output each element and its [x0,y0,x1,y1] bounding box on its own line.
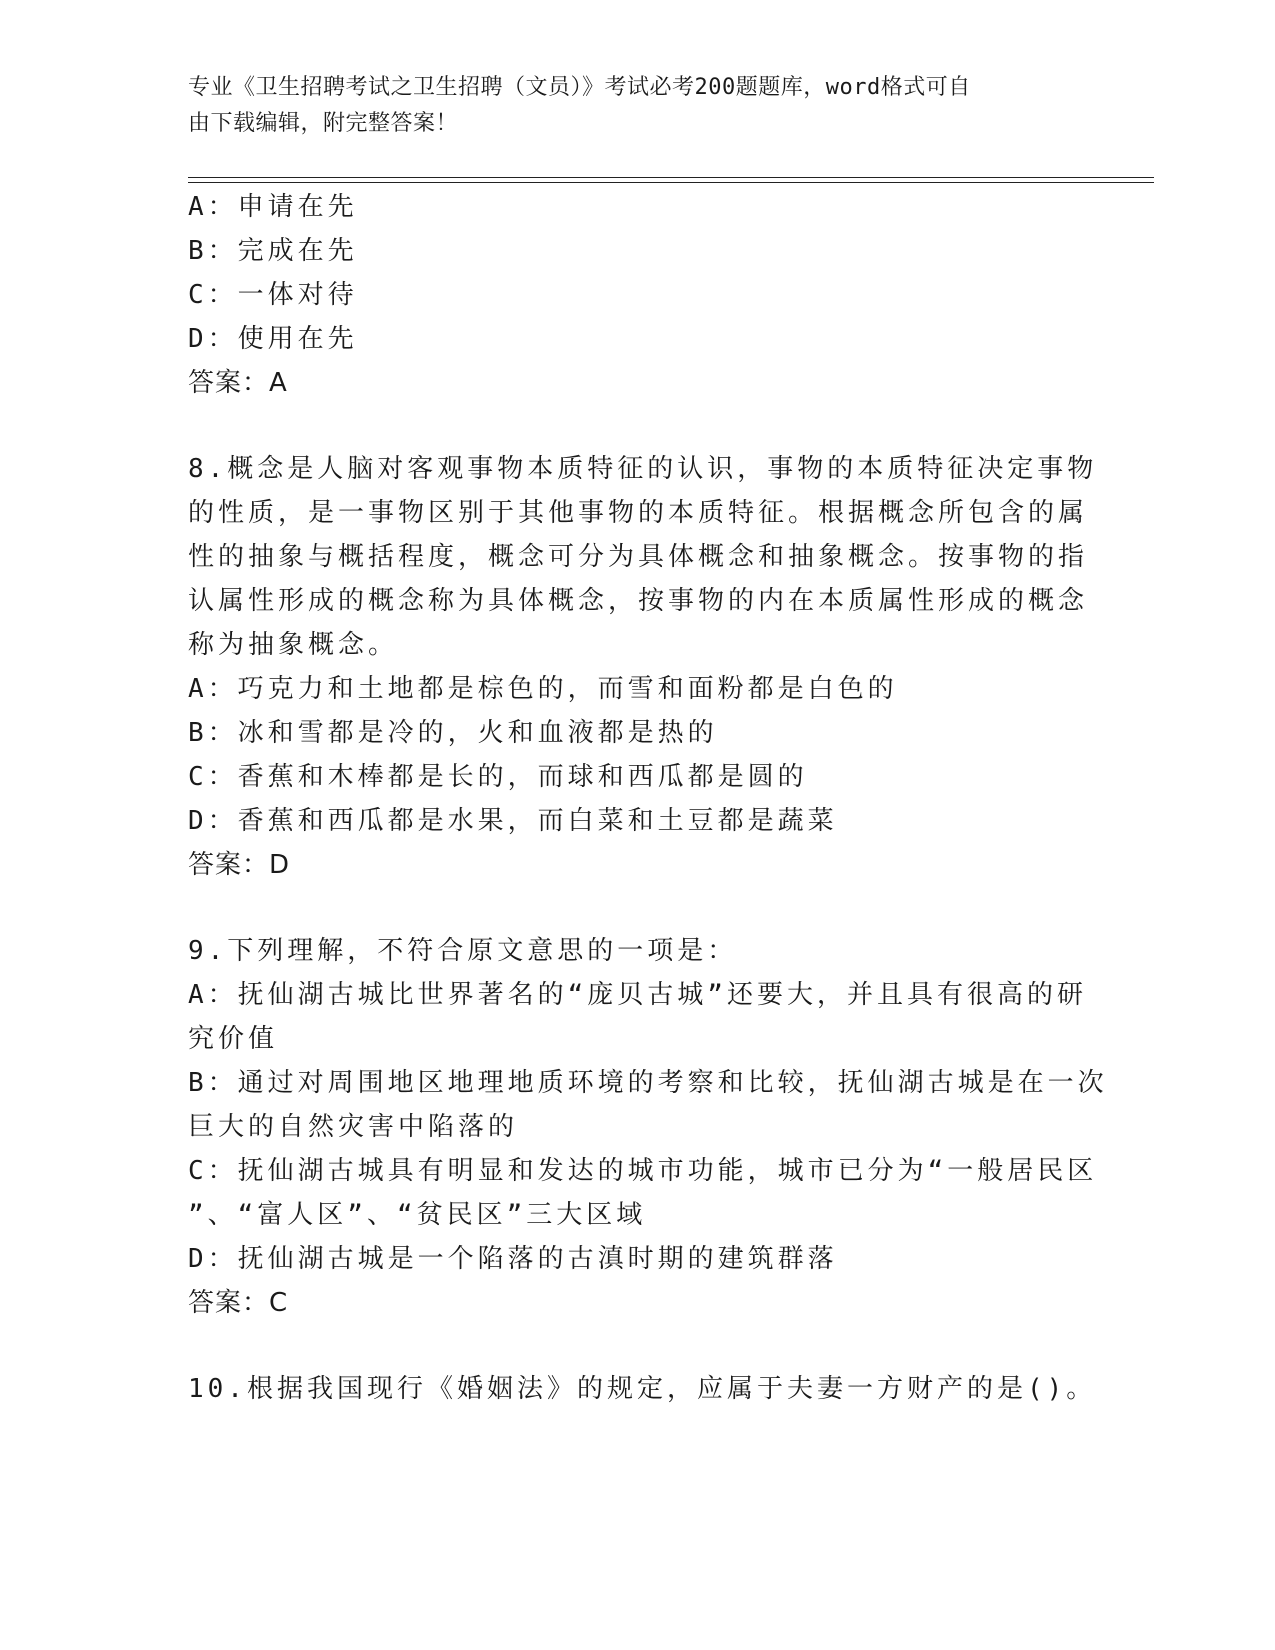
header-divider-top [188,177,1154,178]
q8-stem-line-1: 8.概念是人脑对客观事物本质特征的认识，事物的本质特征决定事物 [188,454,1098,484]
q9-option-d: D：抚仙湖古城是一个陷落的古滇时期的建筑群落 [188,1244,838,1274]
q8-stem-line-3: 性的抽象与概括程度，概念可分为具体概念和抽象概念。按事物的指 [188,542,1089,572]
q9-option-b-line-1: B：通过对周围地区地理地质环境的考察和比较，抚仙湖古城是在一次 [188,1068,1108,1098]
q9-option-a-line-2: 究价值 [188,1024,279,1054]
q8-stem-line-2: 的性质，是一事物区别于其他事物的本质特征。根据概念所包含的属 [188,498,1089,528]
q9-option-b-line-2: 巨大的自然灾害中陷落的 [188,1112,519,1142]
q8-stem-line-4: 认属性形成的概念称为具体概念，按事物的内在本质属性形成的概念 [188,586,1089,616]
q7-option-d: D：使用在先 [188,324,358,354]
q9-option-a-line-1: A：抚仙湖古城比世界著名的“庞贝古城”还要大，并且具有很高的研 [188,980,1087,1010]
q9-option-c-line-1: C：抚仙湖古城具有明显和发达的城市功能，城市已分为“一般居民区 [188,1156,1098,1186]
q8-option-d: D：香蕉和西瓜都是水果，而白菜和土豆都是蔬菜 [188,806,838,836]
q9-answer: 答案：C [188,1288,289,1318]
q8-option-c: C：香蕉和木棒都是长的，而球和西瓜都是圆的 [188,762,808,792]
q7-option-c: C：一体对待 [188,280,358,310]
q7-option-a: A：申请在先 [188,192,358,222]
q7-option-b: B：完成在先 [188,236,358,266]
q10-stem: 10.根据我国现行《婚姻法》的规定，应属于夫妻一方财产的是()。 [188,1374,1097,1404]
q8-stem-line-5: 称为抽象概念。 [188,630,399,660]
q8-option-a: A：巧克力和土地都是棕色的，而雪和面粉都是白色的 [188,674,898,704]
header-line-2: 由下载编辑，附完整答案！ [188,111,459,136]
q7-answer: 答案：A [188,368,288,398]
q8-answer: 答案：D [188,850,291,880]
header-line-1: 专业《卫生招聘考试之卫生招聘（文员）》考试必考200题题库，word格式可自 [188,75,971,100]
q8-option-b: B：冰和雪都是冷的，火和血液都是热的 [188,718,718,748]
header-divider-bottom [188,182,1154,183]
q9-option-c-line-2: ”、“富人区”、“贫民区”三大区域 [188,1200,647,1230]
document-header [188,70,1068,142]
q9-stem: 9.下列理解，不符合原文意思的一项是： [188,936,738,966]
